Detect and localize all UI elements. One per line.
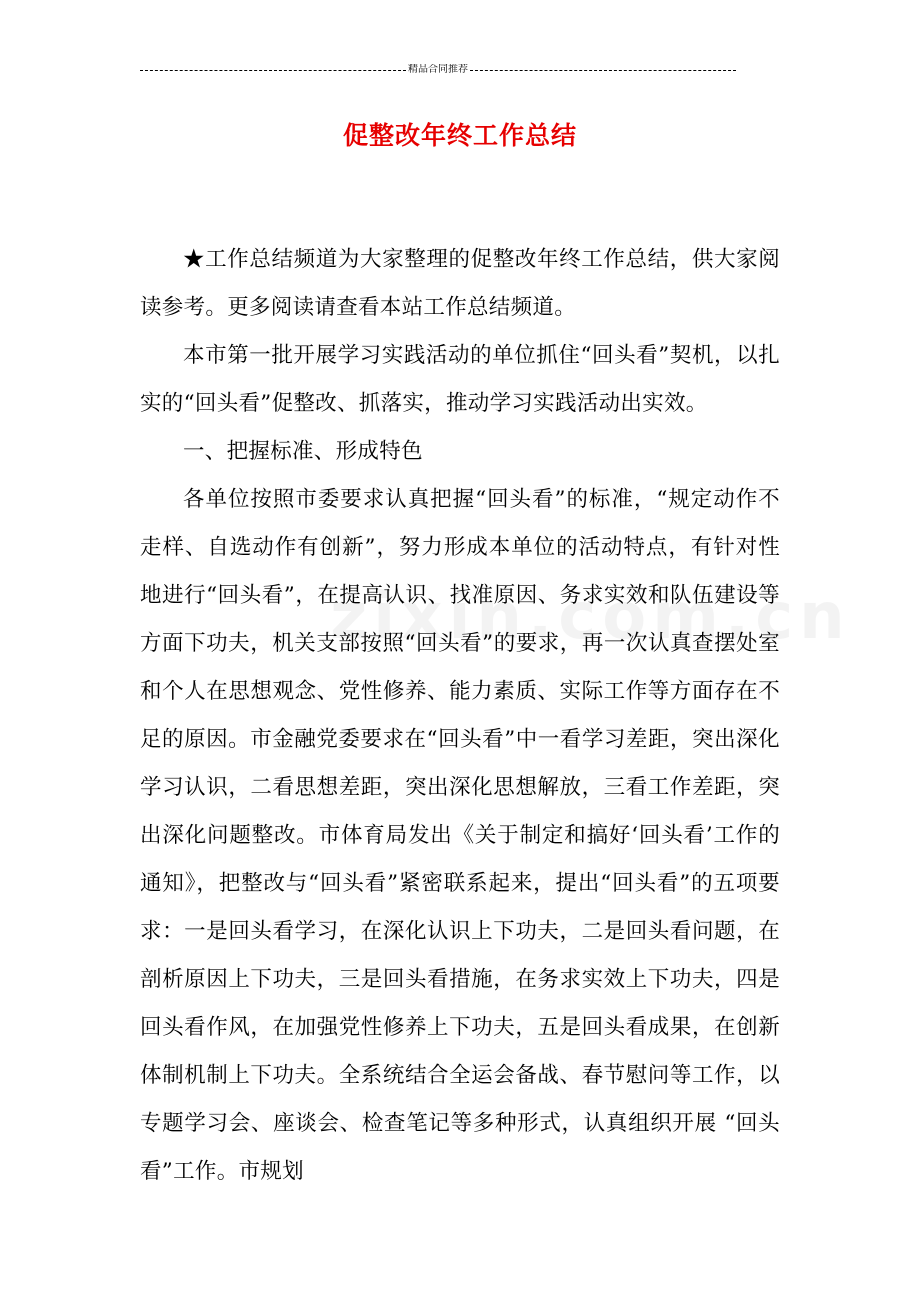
paragraph-overview: 本市第一批开展学习实践活动的单位抓住“回头看”契机，以扎实的“回头看”促整改、抓落实，推动学习实践活动出实效。: [140, 343, 780, 416]
header-dash-left: [140, 70, 406, 71]
document-title: 促整改年终工作总结: [342, 121, 577, 150]
header-text: 精品合同推荐: [408, 64, 468, 75]
page-header: [140, 64, 736, 76]
paragraph-intro: ★工作总结频道为大家整理的促整改年终工作总结，供大家阅读参考。更多阅读请查看本站工作总结频道。: [140, 247, 780, 320]
section-heading-1: 一、把握标准、形成特色: [183, 439, 423, 464]
document-body: [140, 236, 780, 1196]
paragraph-section-1: 各单位按照市委要求认真把握“回头看”的标准，“规定动作不走样、自选动作有创新”，努力形成本单位的活动特点，有针对性地进行“回头看”，在提高认识、找准原因、务求实效和队伍建设等方面下功夫，机关支部按照“回头看”的要求，再一次认真查摆处室和个人在思想观念、党性修养、能力素质、实际工作等方面存在不足的原因。市金融党委要求在“回头看”中一看学习差距，突出深化学习认识，二看思想差距，突出深化思想解放，三看工作差距，突出深化问题整改。市体育局发出《关于制定和搞好‘回头看’工作的通知》，把整改与“回头看”紧密联系起来，提出“回头看”的五项要求：一是回头看学习，在深化认识上下功夫，二是回头看问题，在剖析原因上下功夫，三是回头看措施，在务求实效上下功夫，四是回头看作风，在加强党性修养上下功夫，五是回头看成果，在创新体制机制上下功夫。全系统结合全运会备战、春节慰问等工作，以专题学习会、座谈会、检查笔记等多种形式，认真组织开展 “回头看”工作。市规划: [140, 487, 780, 1184]
header-dash-right: [470, 70, 736, 71]
